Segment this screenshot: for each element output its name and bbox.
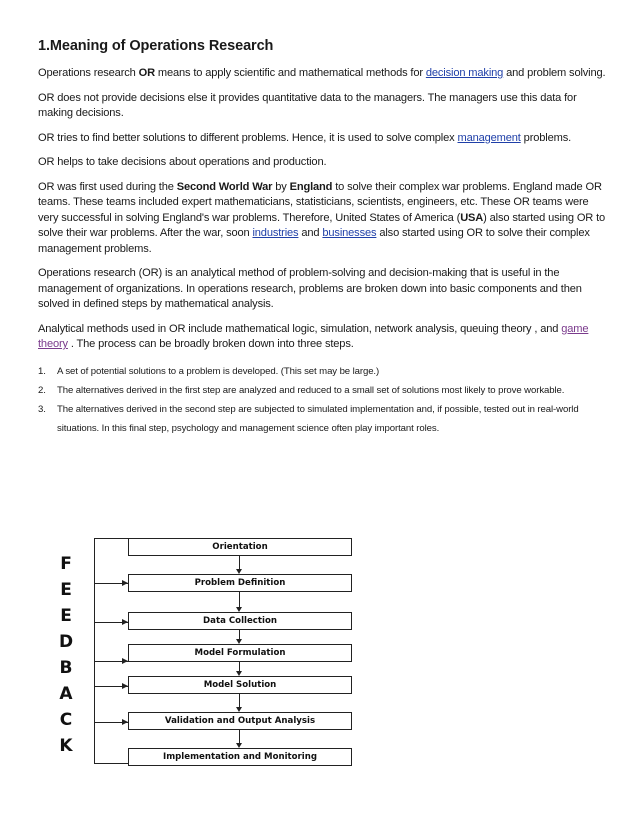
feedback-letter: E [60,606,72,626]
flow-arrow [239,592,240,607]
bold-text: OR [138,67,155,79]
text: also started using OR to solve their complex management problems. [38,227,590,255]
text: by [272,180,290,193]
link-businesses[interactable]: businesses [322,227,377,239]
text: ) also started using OR to solve their war problems. After the war, soon [38,211,606,239]
text: . The process can be broadly broken down into three steps. [67,338,354,350]
list-item [38,362,608,381]
feedback-letter: A [59,684,73,704]
text: and [298,227,323,239]
process-box-validation: Validation and Output Analysis [128,712,352,730]
arrow-down-icon [236,707,242,712]
feedback-letter: C [59,710,73,730]
paragraph-6: Operations research (OR) is an analytical method of problem-solving and decision-making that is useful in the management of organizations. In operations research, problems are broken down into basic components and then solved in defined steps by mathematical analysis. [38,267,582,310]
arrow-down-icon [236,671,242,676]
bold-text: USA [460,211,484,224]
flow-arrow [239,630,240,639]
link-decision-making[interactable]: decision making [425,67,504,79]
paragraph-1 [38,66,608,82]
arrow-down-icon [236,569,242,574]
arrow-down-icon [236,743,242,748]
list-item [38,400,608,438]
text: problems. [520,131,572,144]
text: Operations research [38,67,139,79]
process-box-model-solution: Model Solution [128,676,352,694]
feedback-letter: K [59,736,73,756]
link-management[interactable]: management [457,131,521,144]
text: means to apply scientific and mathematical methods for [154,67,426,79]
steps-list [38,362,608,438]
process-box-problem-definition: Problem Definition [128,574,352,592]
process-box-orientation: Orientation [128,538,352,556]
arrow-down-icon [236,607,242,612]
arrow-down-icon [236,639,242,644]
list-number: 1. [38,365,46,377]
text: and problem solving. [503,67,606,79]
list-text: The alternatives derived in the first step are analyzed and reduced to a small set of solutions most likely to prove workable. [57,384,565,396]
paragraph-7 [38,322,608,353]
feedback-letter: B [59,658,73,678]
bold-text: Second World War [176,180,273,193]
list-number: 3. [38,403,46,415]
flow-arrow [239,556,240,569]
feedback-line [94,538,95,764]
flow-arrow [239,662,240,671]
list-text: The alternatives derived in the second step are subjected to simulated implementation and, if possible, tested out in real-world situations. In this final step, psychology and management science often play important roles. [57,403,579,434]
list-number: 2. [38,384,46,396]
process-box-data-collection: Data Collection [128,612,352,630]
list-text: A set of potential solutions to a problem is developed. (This set may be large.) [57,365,380,377]
text: to solve their complex war problems. England made OR teams. These teams included expert mathematicians, statisticians, scientists, engineers, etc. These OR teams were very successful in solving England's war problems. Therefore, United States of America ( [38,180,602,224]
link-industries[interactable]: industries [252,227,299,239]
text: OR was first used during the [38,180,177,193]
paragraph-3 [38,131,608,147]
feedback-letter: F [60,554,72,574]
text: Analytical methods used in OR include mathematical logic, simulation, network analysis, queuing theory , and [38,322,562,335]
flow-arrow [239,730,240,743]
feedback-letter: D [58,632,74,652]
process-box-model-formulation: Model Formulation [128,644,352,662]
page-title: 1.Meaning of Operations Research [38,38,274,54]
feedback-line [94,538,128,539]
process-diagram [54,534,354,816]
flow-arrow [239,694,240,707]
paragraph-4: OR helps to take decisions about operations and production. [38,156,327,168]
feedback-arrow [94,763,128,764]
process-box-implementation: Implementation and Monitoring [128,748,352,766]
list-item [38,381,608,400]
feedback-letter: E [60,580,72,600]
paragraph-2: OR does not provide decisions else it provides quantitative data to the managers. The managers use this data for making decisions. [38,91,577,119]
text: OR tries to find better solutions to different problems. Hence, it is used to solve complex [38,131,458,144]
link-game-theory[interactable]: game theory [38,322,589,350]
document-page [38,38,608,438]
bold-text: England [289,180,333,193]
paragraph-5 [38,180,608,258]
